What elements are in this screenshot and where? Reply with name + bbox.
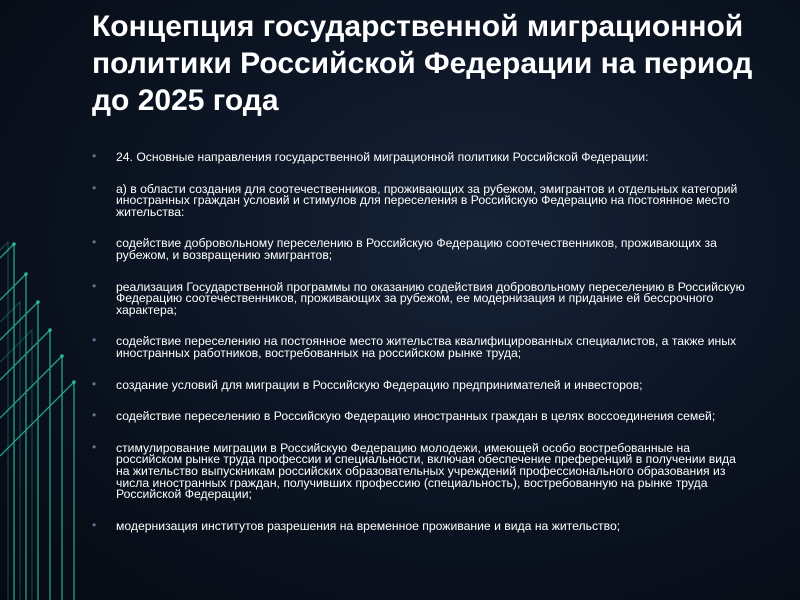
bullet-text: 24. Основные направления государственной миграционной политики Российской Федерации: bbox=[116, 150, 649, 164]
bullet-marker: • bbox=[92, 376, 97, 391]
bullet-item bbox=[92, 333, 752, 360]
bullet-marker: • bbox=[92, 517, 97, 532]
bullet-item bbox=[92, 408, 752, 424]
bullet-item bbox=[92, 180, 752, 219]
bullet-text: создание условий для миграции в Российскую Федерацию предпринимателей и инвесторов; bbox=[116, 377, 643, 392]
bullet-marker: • bbox=[92, 180, 97, 195]
bullet-marker: • bbox=[92, 235, 97, 250]
bullet-item bbox=[92, 517, 752, 533]
bullet-text: содействие добровольному переселению в Российскую Федерацию соотечественников, проживающих за рубежом, и возвращению эмигрантов; bbox=[116, 236, 717, 262]
bullet-text: содействие переселению в Российскую Федерацию иностранных граждан в целях воссоединения семей; bbox=[116, 409, 716, 424]
bullet-marker: • bbox=[92, 408, 97, 423]
bullet-marker: • bbox=[92, 333, 97, 348]
bullet-item bbox=[92, 376, 752, 392]
bullet-item bbox=[92, 149, 752, 164]
bullet-item bbox=[92, 278, 752, 317]
bullet-marker: • bbox=[92, 149, 97, 163]
bullet-marker: • bbox=[92, 278, 97, 293]
bullet-marker: • bbox=[92, 439, 97, 454]
bullet-text: реализация Государственной программы по оказанию содействия добровольному переселению в Российскую Федерацию соотечественников, проживающих за рубежом, ее модернизация и придание ей бессрочного характера; bbox=[116, 279, 745, 317]
slide-title: Концепция государственной миграционной политики Российской Федерации на период до 2025 года bbox=[92, 10, 753, 117]
bullet-text: стимулирование миграции в Российскую Федерацию молодежи, имеющей особо востребованные на российском рынке труда профессии и специальности, включая обеспечение преференций в получении вида на жительство выпускникам российских образовательных учреждений профессионального образования из числа иностранных граждан, получивших профессию (специальность), востребованную на рынке труда Российской Федерации; bbox=[116, 440, 736, 502]
bullet-list bbox=[92, 149, 752, 552]
bullet-text: модернизация институтов разрешения на временное проживание и вида на жительство; bbox=[116, 518, 621, 533]
bullet-item bbox=[92, 235, 752, 262]
bullet-text: а) в области создания для соотечественников, проживающих за рубежом, эмигрантов и отдельных категорий иностранных граждан условий и стимулов для переселения в Российскую Федерацию на постоянное место жительства: bbox=[116, 181, 738, 219]
bullet-item bbox=[92, 439, 752, 502]
bullet-text: содействие переселению на постоянное место жительства квалифицированных специалистов, а также иных иностранных работников, востребованных на российском рынке труда; bbox=[116, 334, 737, 360]
